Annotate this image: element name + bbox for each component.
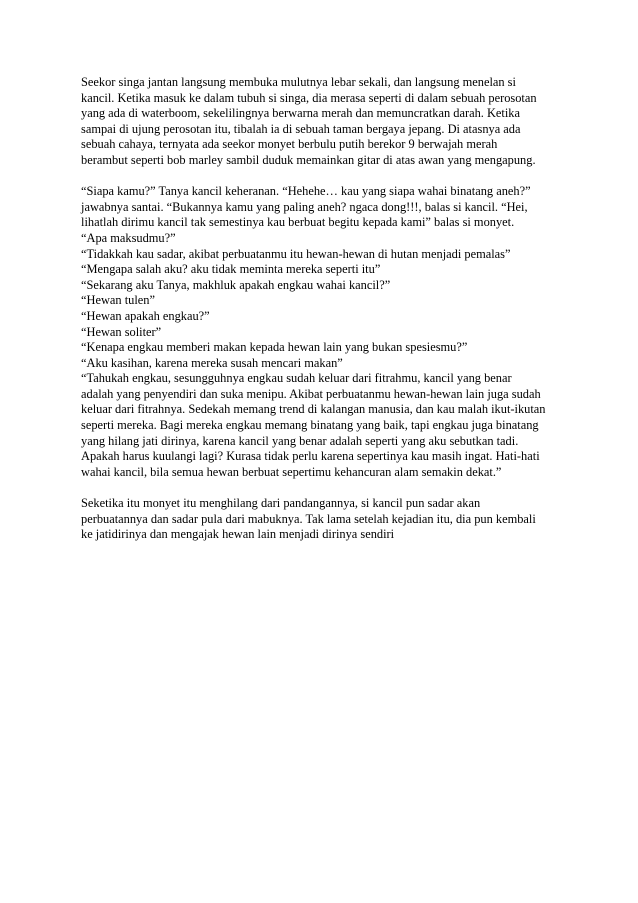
text-line: “Hewan apakah engkau?” [81, 308, 210, 323]
text-line: Seekor singa jantan langsung membuka mulutnya lebar sekali, dan langsung menelan si [81, 75, 516, 89]
text-line: ke jatidirinya dan mengajak hewan lain menjadi dirinya sendiri [81, 527, 395, 542]
text-line: seperti mereka. Bagi mereka engkau memang binatang yang baik, tapi engkau juga binatang [81, 418, 539, 433]
paragraph-3 [81, 496, 566, 543]
paragraph-2 [81, 184, 566, 480]
text-line: perbuatannya dan sadar pula dari mabuknya. Tak lama setelah kejadian itu, dia pun kembali [81, 511, 536, 526]
text-line: kancil. Ketika masuk ke dalam tubuh si singa, dia merasa seperti di dalam sebuah perosotan [81, 90, 537, 105]
text-line: Seketika itu monyet itu menghilang dari pandangannya, si kancil pun sadar akan [81, 496, 481, 511]
text-line: berambut seperti bob marley sambil duduk memainkan gitar di atas awan yang mengapung. [81, 152, 536, 167]
text-line: lihatlah dirimu kancil tak semestinya kau berbuat begitu kepada kami” balas si monyet. [81, 215, 515, 230]
document-body [81, 75, 566, 558]
text-line: yang ada di waterboom, sekelilingnya berwarna merah dan memuncratkan darah. Ketika [81, 106, 521, 121]
text-line: “Mengapa salah aku? aku tidak meminta mereka seperti itu” [81, 262, 381, 277]
paragraph-1 [81, 75, 566, 169]
text-line: “Kenapa engkau memberi makan kepada hewan lain yang bukan spesiesmu?” [81, 340, 468, 355]
text-line: wahai kancil, bila semua hewan berbuat sepertimu kehancuran alam semakin dekat.” [81, 464, 502, 479]
text-line: “Tidakkah kau sadar, akibat perbuatanmu itu hewan-hewan di hutan menjadi pemalas” [81, 246, 511, 261]
text-line: “Hewan tulen” [81, 293, 155, 308]
text-line: “Aku kasihan, karena mereka susah mencari makan” [81, 355, 343, 370]
text-line: Apakah harus kuulangi lagi? Kurasa tidak perlu karena sepertinya kau masih ingat. Hati-hati [81, 449, 540, 464]
text-line: adalah yang penyendiri dan suka menipu. Akibat perbuatanmu hewan-hewan lain juga sudah [81, 386, 541, 401]
text-line: “Siapa kamu?” Tanya kancil keheranan. “Hehehe… kau yang siapa wahai binatang aneh?” [81, 184, 531, 199]
text-line: “Sekarang aku Tanya, makhluk apakah engkau wahai kancil?” [81, 277, 391, 292]
text-line: keluar dari fitrahnya. Sedekah memang trend di kalangan manusia, dan kau malah ikut-ikutan [81, 402, 546, 417]
text-line: “Apa maksudmu?” [81, 230, 176, 245]
text-line: yang hilang jati dirinya, karena kancil yang benar adalah seperti yang aku sebutkan tadi. [81, 433, 519, 448]
text-line: sampai di ujung perosotan itu, tibalah ia di sebuah taman bergaya jepang. Di atasnya ada [81, 121, 521, 136]
text-line: jawabnya santai. “Bukannya kamu yang paling aneh? ngaca dong!!!, balas si kancil. “Hei, [81, 199, 528, 214]
text-line: “Hewan soliter” [81, 324, 162, 339]
text-line: “Tahukah engkau, sesungguhnya engkau sudah keluar dari fitrahmu, kancil yang benar [81, 371, 512, 386]
text-line: sebuah cahaya, ternyata ada seekor monyet berbulu putih berekor 9 berwajah merah [81, 137, 498, 152]
